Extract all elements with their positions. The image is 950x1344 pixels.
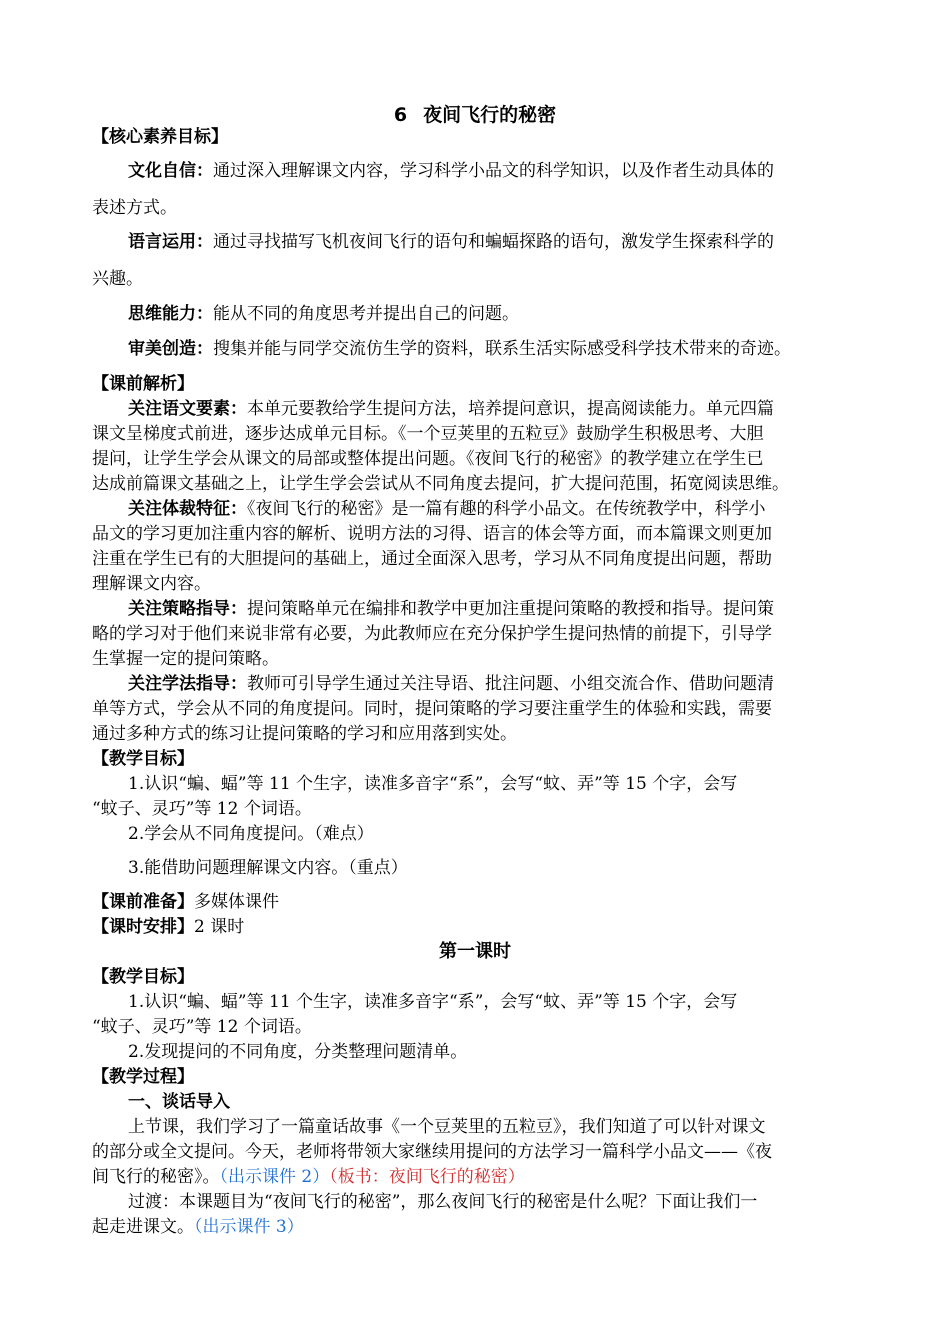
lesson-title: 夜间飞行的秘密 bbox=[423, 104, 557, 126]
culture-line-1 bbox=[128, 160, 774, 182]
language-text-1: 通过寻找描写飞机夜间飞行的语句和蝙蝠探路的语句，激发学生探索科学的 bbox=[213, 232, 774, 252]
page-title bbox=[0, 100, 950, 127]
board-note: （板书：夜间飞行的秘密） bbox=[329, 1167, 525, 1187]
aesthetic-line bbox=[128, 338, 791, 360]
schedule-heading: 【课时安排】 bbox=[92, 917, 194, 937]
step1-heading: 一、谈话导入 bbox=[128, 1092, 230, 1112]
analysis-heading: 【课前解析】 bbox=[92, 374, 194, 394]
analysis-p3-l2: 略的学习对于他们来说非常有必要，为此教师应在充分保护学生提问热情的前提下，引导学 bbox=[92, 624, 772, 644]
culture-text-1: 通过深入理解课文内容，学习科学小品文的科学知识，以及作者生动具体的 bbox=[213, 161, 774, 181]
thinking-label: 思维能力： bbox=[128, 304, 213, 324]
thinking-line bbox=[128, 303, 519, 325]
analysis-p1-text: 本单元要教给学生提问方法，培养提问意识，提高阅读能力。单元四篇 bbox=[247, 399, 774, 419]
language-line-1 bbox=[128, 231, 774, 253]
aesthetic-text: 搜集并能与同学交流仿生学的资料，联系生活实际感受科学技术带来的奇迹。 bbox=[213, 339, 791, 359]
analysis-p2-l2: 品文的学习更加注重内容的解析、说明方法的习得、语言的体会等方面，而本篇课文则更加 bbox=[92, 524, 772, 544]
analysis-p2-text: 《夜间飞行的秘密》是一篇有趣的科学小品文。在传统教学中，科学小 bbox=[247, 499, 766, 519]
analysis-p2-l1 bbox=[128, 498, 766, 520]
goal-1-line-2: “蚊子、灵巧”等 12 个词语。 bbox=[92, 799, 312, 819]
analysis-p1-l3: 提问，让学生学会从课文的局部或整体提出问题。《夜间飞行的秘密》的教学建立在学生已 bbox=[92, 449, 764, 469]
lesson1-goals-heading: 【教学目标】 bbox=[92, 967, 194, 987]
intro-p1-l1: 上节课，我们学习了一篇童话故事《一个豆荚里的五粒豆》，我们知道了可以针对课文 bbox=[128, 1117, 766, 1137]
analysis-p2-l3: 注重在学生已有的大胆提问的基础上，通过全面深入思考，学习从不同角度提出问题，帮助 bbox=[92, 549, 772, 569]
schedule-line bbox=[92, 916, 244, 938]
analysis-p3-l3: 生掌握一定的提问策略。 bbox=[92, 649, 279, 669]
core-heading: 【核心素养目标】 bbox=[92, 127, 228, 147]
transition-l1: 过渡：本课题目为“夜间飞行的秘密”，那么夜间飞行的秘密是什么呢？下面让我们一 bbox=[128, 1192, 758, 1212]
analysis-p1-l2: 课文呈梯度式前进，逐步达成单元目标。《一个豆荚里的五粒豆》鼓励学生积极思考、大胆 bbox=[92, 424, 764, 444]
language-label: 语言运用： bbox=[128, 232, 213, 252]
intro-p1-l3 bbox=[92, 1166, 525, 1188]
transition-l2 bbox=[92, 1216, 304, 1238]
culture-line-2: 表述方式。 bbox=[92, 198, 177, 218]
lesson1-goal-2: 2.发现提问的不同角度，分类整理问题清单。 bbox=[128, 1042, 468, 1062]
intro-p1-l2: 的部分或全文提问。今天，老师将带领大家继续用提问的方法学习一篇科学小品文——《夜 bbox=[92, 1142, 772, 1162]
analysis-p1-label: 关注语文要素： bbox=[128, 399, 247, 419]
analysis-p1-l1 bbox=[128, 398, 774, 420]
thinking-text: 能从不同的角度思考并提出自己的问题。 bbox=[213, 304, 519, 324]
goal-1-line-1: 1.认识“蝙、蝠”等 11 个生字，读准多音字“系”，会写“蚊、弄”等 15 个字，会写 bbox=[128, 774, 738, 794]
courseware-note-3: （出示课件 3） bbox=[194, 1217, 304, 1237]
analysis-p4-l3: 通过多种方式的练习让提问策略的学习和应用落到实处。 bbox=[92, 724, 517, 744]
prep-text: 多媒体课件 bbox=[194, 892, 279, 912]
analysis-p3-text: 提问策略单元在编排和教学中更加注重提问策略的教授和指导。提问策 bbox=[247, 599, 774, 619]
analysis-p1-l4: 达成前篇课文基础之上，让学生学会尝试从不同角度去提问，扩大提问范围，拓宽阅读思维。 bbox=[92, 474, 789, 494]
courseware-note-2: （出示课件 2） bbox=[219, 1167, 330, 1187]
analysis-p4-l2: 单等方式，学会从不同的角度提问。同时，提问策略的学习要注重学生的体验和实践，需要 bbox=[92, 699, 772, 719]
analysis-p3-l1 bbox=[128, 598, 774, 620]
intro-p1-l3-text: 间飞行的秘密》。 bbox=[92, 1167, 220, 1187]
analysis-p2-label: 关注体裁特征： bbox=[128, 499, 247, 519]
goal-3: 3.能借助问题理解课文内容。（重点） bbox=[128, 858, 408, 878]
transition-l2-text: 起走进课文。 bbox=[92, 1217, 194, 1237]
analysis-p4-l1 bbox=[128, 673, 774, 695]
culture-label: 文化自信： bbox=[128, 161, 213, 181]
schedule-text: 2 课时 bbox=[194, 917, 245, 937]
lesson1-goal-1-line-2: “蚊子、灵巧”等 12 个词语。 bbox=[92, 1017, 312, 1037]
lesson1-title: 第一课时 bbox=[439, 941, 511, 962]
lesson1-goal-1-line-1: 1.认识“蝙、蝠”等 11 个生字，读准多音字“系”，会写“蚊、弄”等 15 个字，会写 bbox=[128, 992, 738, 1012]
language-line-2: 兴趣。 bbox=[92, 269, 143, 289]
prep-heading: 【课前准备】 bbox=[92, 892, 194, 912]
analysis-p4-label: 关注学法指导： bbox=[128, 674, 247, 694]
process-heading: 【教学过程】 bbox=[92, 1067, 194, 1087]
lesson-number: 6 bbox=[393, 104, 408, 126]
analysis-p3-label: 关注策略指导： bbox=[128, 599, 247, 619]
aesthetic-label: 审美创造： bbox=[128, 339, 213, 359]
analysis-p2-l4: 理解课文内容。 bbox=[92, 574, 211, 594]
prep-line bbox=[92, 891, 279, 913]
goals-heading: 【教学目标】 bbox=[92, 749, 194, 769]
goal-2: 2.学会从不同角度提问。（难点） bbox=[128, 824, 374, 844]
analysis-p4-text: 教师可引导学生通过关注导语、批注问题、小组交流合作、借助问题清 bbox=[247, 674, 774, 694]
